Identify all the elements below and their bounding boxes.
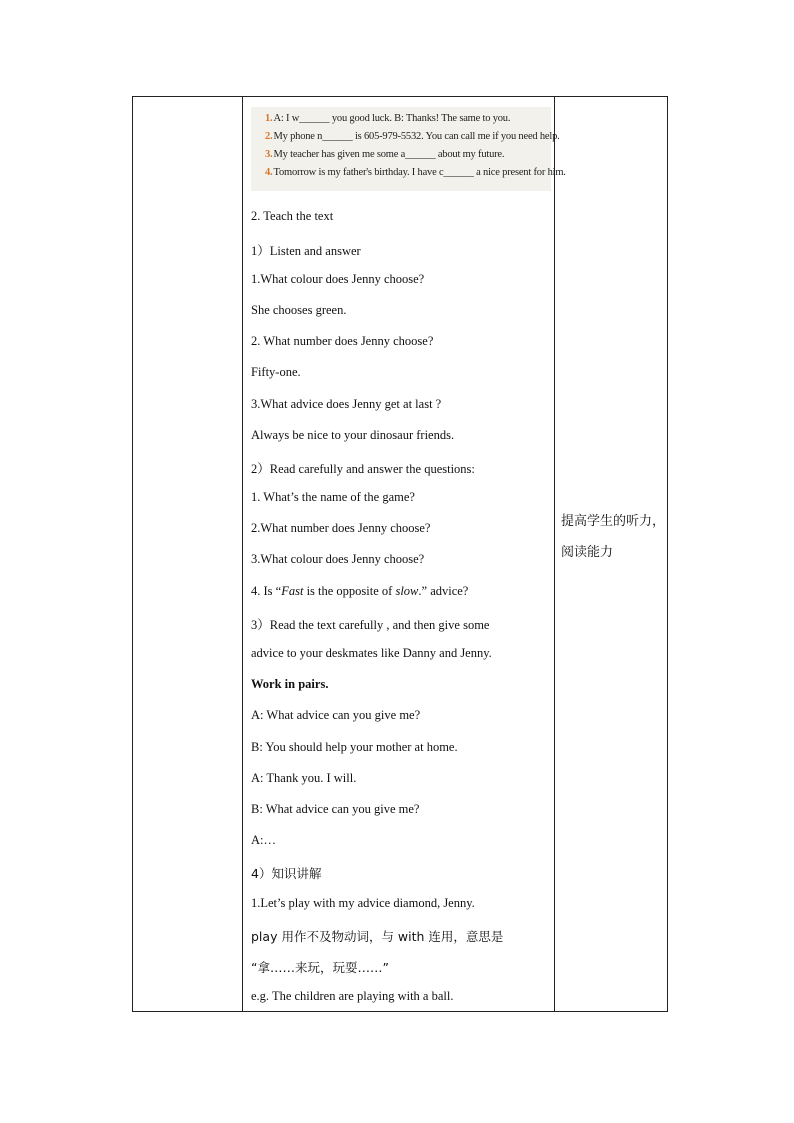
design-purpose-cell [555, 97, 668, 1011]
lesson-plan-table [132, 96, 668, 1012]
dialogue-line: A:… [251, 833, 276, 847]
dialogue-line: B: You should help your mother at home. [251, 740, 458, 754]
question-text: 4. Is “Fast is the opposite of slow.” advice? [251, 584, 469, 598]
question-text: 3.What advice does Jenny get at last ? [251, 397, 442, 411]
knowledge-point: 1.Let’s play with my advice diamond, Jenny. [251, 896, 475, 910]
explanation-text: play 用作不及物动词，与 with 连用，意思是 [251, 929, 504, 944]
teaching-content-cell [243, 97, 566, 1011]
exercise-line-3: 3.My teacher has given me some a______ about my future. [265, 149, 505, 160]
exercise-line-4: 4.Tomorrow is my father's birthday. I have c______ a nice present for him. [265, 167, 566, 178]
answer-text: Always be nice to your dinosaur friends. [251, 428, 455, 442]
dialogue-line: A: Thank you. I will. [251, 771, 357, 785]
question-text: 2.What number does Jenny choose? [251, 521, 431, 535]
purpose-text-line-1: 提高学生的听力， [561, 514, 666, 529]
explanation-text: “拿……来玩，玩耍……” [251, 960, 389, 975]
question-text: 2. What number does Jenny choose? [251, 334, 434, 348]
dialogue-line: A: What advice can you give me? [251, 708, 421, 722]
answer-text: Fifty-one. [251, 365, 301, 379]
question-text: 3.What colour does Jenny choose? [251, 552, 425, 566]
fill-in-blank-exercise-image [251, 107, 566, 191]
step-heading: 3）Read the text carefully , and then give some [251, 618, 490, 632]
pair-work-heading: Work in pairs. [251, 677, 329, 691]
exercise-line-1: 1.A: I w______ you good luck. B: Thanks! The same to you. [265, 113, 511, 124]
section-heading: 2. Teach the text [251, 209, 334, 223]
dialogue-line: B: What advice can you give me? [251, 802, 420, 816]
step-heading: 4）知识讲解 [251, 866, 322, 881]
question-text: 1. What’s the name of the game? [251, 490, 415, 504]
purpose-text-line-2: 阅读能力 [561, 545, 614, 560]
step-heading: 1）Listen and answer [251, 244, 361, 258]
instruction-text: advice to your deskmates like Danny and Jenny. [251, 646, 492, 660]
question-text: 1.What colour does Jenny choose? [251, 272, 425, 286]
answer-text: She chooses green. [251, 303, 347, 317]
exercise-line-2: 2.My phone n______ is 605-979-5532. You can call me if you need help. [265, 131, 560, 142]
example-sentence: e.g. The children are playing with a ball. [251, 989, 454, 1003]
step-heading: 2）Read carefully and answer the questions: [251, 462, 475, 476]
